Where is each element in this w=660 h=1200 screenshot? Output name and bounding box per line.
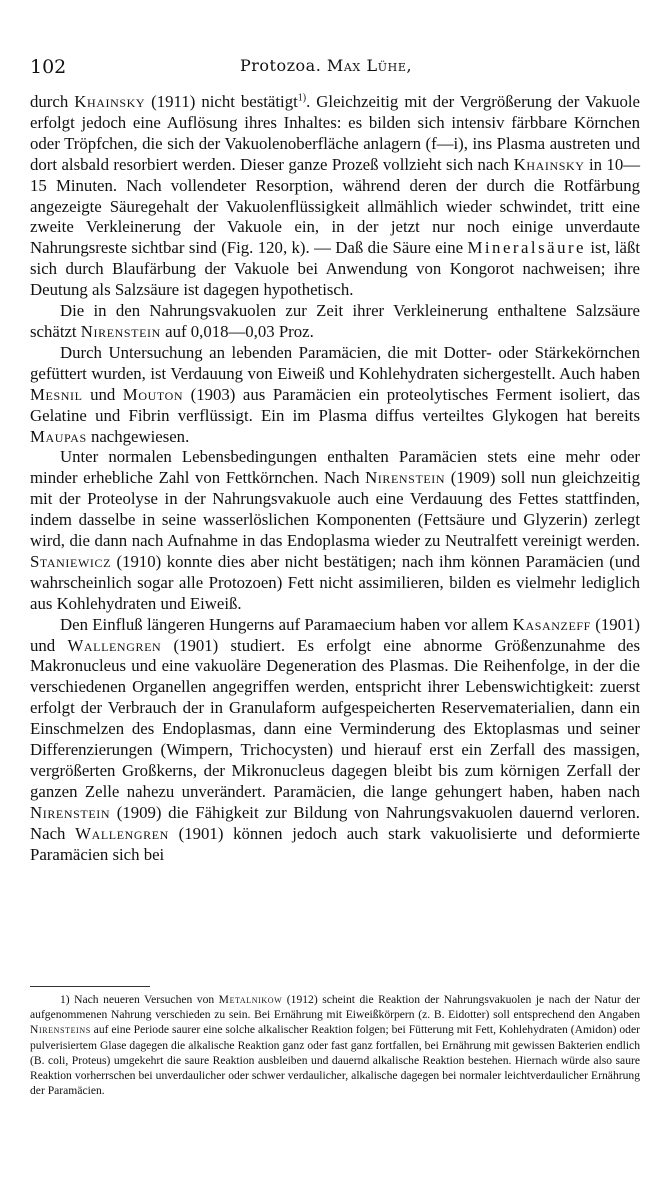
- author-name: Maupas: [30, 426, 87, 446]
- text-run: auf eine Periode saurer eine solche alkalischer Reaktion folgen; bei Fütterung mit Fett, Kohlehydraten (Amidon) oder pulverisiertem Glase dagegen die alkalische Reaktion ganz oder fast ganz fortfallen, bei Ernährung mit gewissen Bakterien endlich (B. coli, Proteus) umgekehrt die saure Reaktion ausbleiben und dauernd alkalische Reaktion bestehen. Hiernach würde also saure Reaktion vorherrschen bei unverdaulicher oder schwer verdaulicher, alkalische dagegen bei normaler leichtverdaulicher Ernährung der Paramäcien.: [30, 1023, 640, 1098]
- paragraph-4: [30, 447, 640, 614]
- text-run: Den Einfluß längeren Hungerns auf Paramaecium haben vor allem: [60, 614, 513, 634]
- author-name: Nirenstein: [80, 321, 161, 341]
- text-run: und: [82, 384, 123, 404]
- main-text: [30, 92, 640, 866]
- author-name: Nirensteins: [30, 1023, 91, 1037]
- author-name: Staniewicz: [30, 551, 112, 571]
- author-name: Mouton: [122, 384, 184, 404]
- author-name: Khainsky: [513, 154, 585, 174]
- text-run: 1) Nach neueren Versuchen von: [60, 993, 219, 1006]
- author-name: Kasanzeff: [512, 614, 591, 634]
- text-run: ist, läßt sich durch Blaufärbung der Vakuole bei Anwendung von Kongorot nachweisen; ihre Deutung als Salzsäure ist dagegen hypothetisch.: [30, 238, 641, 300]
- author-name: Wallengren: [75, 823, 169, 843]
- paragraph-1: [30, 92, 640, 301]
- text-run: auf 0,018—0,03 Proz.: [160, 321, 314, 341]
- text-run: (1909) soll nun gleichzeitig mit der Proteolyse in der Nahrungsvakuole auch eine Verdauung des Fettes stattfinden, indem dasselbe in seine wasserlöslichen Komponenten (Fettsäure und Glyzerin) zerlegt wird, die dann nach Aufnahme in das Endoplasma wieder zu Neutralfett vereinigt werden.: [30, 468, 641, 551]
- running-author: Max Lühe,: [326, 56, 413, 75]
- text-run: . Gleichzeitig mit der Vergrößerung der Vakuole erfolgt jedoch eine Auflösung ihres Inhaltes: es bilden sich intensiv färbbare Körnchen oder Tröpfchen, die sich der Vakuolenoberfläche anlagern (f—i), ins Plasma austreten und dort alsbald resorbiert werden. Dieser ganze Prozeß vollzieht sich nach: [30, 92, 640, 174]
- text-run: (1911) nicht bestätigt: [145, 92, 298, 111]
- footnote-rule: [30, 986, 150, 987]
- text-run: Durch Untersuchung an lebenden Paramäcien, die mit Dotter- oder Stärkekörnchen gefüttert wurden, ist Verdauung von Eiweiß und Kohlehydraten sichergestellt. Auch haben: [30, 342, 640, 383]
- footnote-marker: 1): [297, 92, 307, 104]
- text-run: (1901) und: [30, 614, 641, 655]
- text-run: (1901) können jedoch auch stark vakuolisierte und deformierte Paramäcien sich bei: [30, 823, 640, 864]
- text-run: nachgewiesen.: [86, 426, 190, 446]
- running-head: [240, 56, 412, 75]
- author-name: Metalnikow: [218, 993, 283, 1006]
- footnote-text: [30, 992, 640, 1098]
- author-name: Wallengren: [67, 635, 162, 655]
- paragraph-5: [30, 615, 640, 866]
- emphasis-spaced: Mineralsäure: [467, 238, 586, 258]
- text-run: (1903) aus Paramäcien ein proteolytisches Ferment isoliert, das Gelatine und Fibrin verflüssigt. Ein im Plasma diffus verteiltes Glykogen hat bereits: [30, 384, 641, 425]
- footnote: [30, 992, 640, 1098]
- text-run: (1901) studiert. Es erfolgt eine abnorme Größenzunahme des Makronucleus und eine vakuoläre Degeneration des Plasmas. Die Reihenfolge, in der die verschiedenen Organellen angegriffen werden, entspricht ihrer Lebenswichtigkeit: zuerst erfolgt der Verbrauch der in Granulaform aufgespeicherten Reservematerialien, dann ein Einschmelzen des Endoplasmas, dann eine Verminderung des Ektoplasmas und seiner Differenzierungen (Wimpern, Trichocysten) und hierauf erst ein Zerfall des massigen, vergrößerten Großkerns, der Mikronucleus dagegen bleibt bis zum körnigen Zerfall der ganzen Zelle nahezu unverändert. Paramäcien, die lange gehungert haben, haben nach: [30, 635, 640, 801]
- author-name: Khainsky: [74, 92, 146, 111]
- text-run: (1909) die Fähigkeit zur Bildung von Nahrungsvakuolen dauernd verloren. Nach: [30, 802, 640, 843]
- text-run: durch: [30, 92, 75, 111]
- page-header: [30, 56, 630, 80]
- text-run: (1912) scheint die Reaktion der Nahrungsvakuolen je nach der Natur der aufgenommenen Nahrung verschieden zu sein. Bei Ernährung mit Eiweißkörpern (z. B. Eidotter) soll entsprechend den Angaben: [30, 993, 640, 1022]
- text-run: Die in den Nahrungsvakuolen zur Zeit ihrer Verkleinerung enthaltene Salzsäure schätzt: [30, 301, 640, 341]
- text-run: in 10—15 Minuten. Nach vollendeter Resorption, während deren der durch die Rotfärbung angezeigte Säuregehalt der Vakuolenflüssigkeit allmählich wieder schwindet, tritt eine zweite Verkleinerung der Vakuole ein, in der jetzt nur noch einige unverdaute Nahrungsreste sichtbar sind (Fig. 120, k). — Daß die Säure eine: [30, 154, 640, 258]
- running-title: Protozoa.: [240, 56, 322, 75]
- author-name: Nirenstein: [365, 468, 446, 488]
- paragraph-3: [30, 343, 640, 448]
- text-run: (1910) konnte dies aber nicht bestätigen; nach ihm können Paramäcien (und wahrscheinlich sogar alle Protozoen) Fett nicht assimilieren, bilden es vielmehr lediglich aus Kohlehydraten und Eiweiß.: [30, 551, 640, 613]
- author-name: Mesnil: [30, 384, 83, 404]
- text-run: Unter normalen Lebensbedingungen enthalten Paramäcien stets eine mehr oder minder erhebliche Zahl von Fettkörnchen. Nach: [30, 447, 640, 488]
- author-name: Nirenstein: [30, 802, 111, 822]
- page-number: 102: [30, 56, 67, 78]
- paragraph-2: [30, 301, 640, 343]
